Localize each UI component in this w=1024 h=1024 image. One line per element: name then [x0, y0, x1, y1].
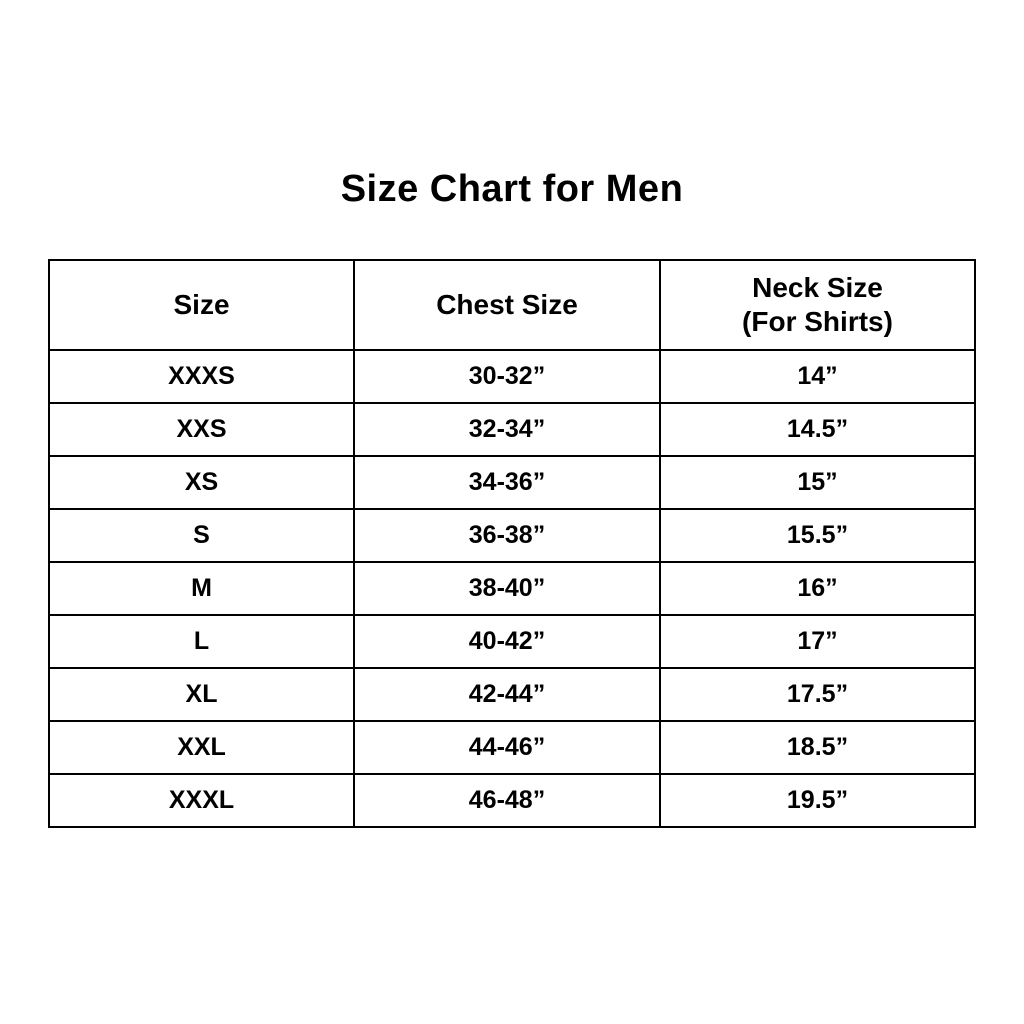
size-cell: XXXS [49, 350, 354, 403]
column-header-neck-size [660, 260, 975, 350]
chest-cell: 46-48” [354, 774, 660, 827]
table-header-row [49, 260, 975, 350]
table-row [49, 456, 975, 509]
column-header-neck-size-line1: Neck Size [752, 272, 883, 304]
neck-cell: 17.5” [660, 668, 975, 721]
column-header-chest-size: Chest Size [354, 260, 660, 350]
chest-cell: 40-42” [354, 615, 660, 668]
table-row [49, 350, 975, 403]
table-row [49, 562, 975, 615]
neck-cell: 15” [660, 456, 975, 509]
page-title: Size Chart for Men [340, 168, 684, 210]
table-row [49, 509, 975, 562]
neck-cell: 19.5” [660, 774, 975, 827]
size-cell: XXL [49, 721, 354, 774]
chest-cell: 42-44” [354, 668, 660, 721]
chest-cell: 36-38” [354, 509, 660, 562]
table-row [49, 615, 975, 668]
chest-cell: 34-36” [354, 456, 660, 509]
size-cell: L [49, 615, 354, 668]
chest-cell: 32-34” [354, 403, 660, 456]
neck-cell: 14” [660, 350, 975, 403]
neck-cell: 16” [660, 562, 975, 615]
neck-cell: 14.5” [660, 403, 975, 456]
size-cell: XXS [49, 403, 354, 456]
size-cell: XL [49, 668, 354, 721]
table-row [49, 668, 975, 721]
table-row [49, 403, 975, 456]
neck-cell: 18.5” [660, 721, 975, 774]
table-row [49, 721, 975, 774]
neck-cell: 15.5” [660, 509, 975, 562]
size-cell: M [49, 562, 354, 615]
chest-cell: 44-46” [354, 721, 660, 774]
chest-cell: 38-40” [354, 562, 660, 615]
table-row [49, 774, 975, 827]
column-header-size: Size [49, 260, 354, 350]
size-chart-table [48, 259, 976, 828]
neck-cell: 17” [660, 615, 975, 668]
size-cell: XS [49, 456, 354, 509]
chest-cell: 30-32” [354, 350, 660, 403]
size-cell: XXXL [49, 774, 354, 827]
size-cell: S [49, 509, 354, 562]
column-header-neck-size-line2: (For Shirts) [742, 306, 893, 337]
